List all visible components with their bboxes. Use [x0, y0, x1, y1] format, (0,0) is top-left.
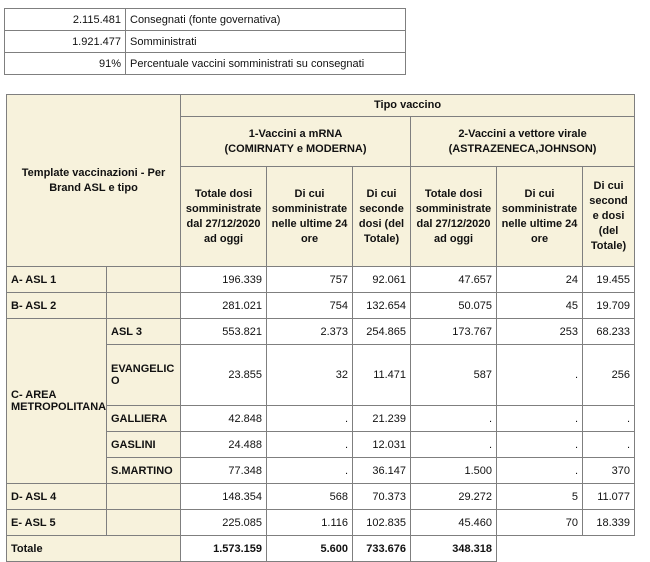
- cell-value: 553.821: [181, 319, 267, 345]
- cell-value: 281.021: [181, 293, 267, 319]
- cell-value: 92.061: [353, 267, 411, 293]
- col-24-header: Di cui somministrate nelle ultime 24 ore: [497, 167, 583, 267]
- row-sublabel: EVANGELICO: [107, 345, 181, 406]
- cell-value: .: [267, 432, 353, 458]
- group-mrna-header: [181, 117, 411, 167]
- table-row: [7, 510, 635, 536]
- empty-cell: [583, 536, 635, 562]
- group-mrna-line2: (COMIRNATY e MODERNA): [224, 142, 367, 155]
- summary-row: [5, 53, 406, 75]
- header-row: [7, 95, 635, 117]
- total-value: 733.676: [353, 536, 411, 562]
- cell-value: 70.373: [353, 484, 411, 510]
- cell-value: 21.239: [353, 406, 411, 432]
- cell-value: .: [497, 345, 583, 406]
- cell-value: .: [497, 432, 583, 458]
- row-sublabel: ASL 3: [107, 319, 181, 345]
- cell-value: 148.354: [181, 484, 267, 510]
- cell-value: 18.339: [583, 510, 635, 536]
- col-totale-header: Totale dosi somministrate dal 27/12/2020 ad oggi: [181, 167, 267, 267]
- table-row: [7, 267, 635, 293]
- cell-value: 45: [497, 293, 583, 319]
- row-sublabel: [107, 293, 181, 319]
- cell-value: 77.348: [181, 458, 267, 484]
- col-24-header: Di cui somministrate nelle ultime 24 ore: [267, 167, 353, 267]
- group-vector-header: [411, 117, 635, 167]
- cell-value: 256: [583, 345, 635, 406]
- cell-value: .: [411, 432, 497, 458]
- group-vector-line1: 2-Vaccini a vettore virale: [458, 127, 587, 140]
- cell-value: .: [411, 406, 497, 432]
- summary-label: Percentuale vaccini somministrati su consegnati: [126, 53, 406, 75]
- cell-value: 132.654: [353, 293, 411, 319]
- cell-value: 24.488: [181, 432, 267, 458]
- cell-value: 36.147: [353, 458, 411, 484]
- total-label: Totale: [7, 536, 181, 562]
- total-value: 1.573.159: [181, 536, 267, 562]
- total-value: 348.318: [411, 536, 497, 562]
- cell-value: .: [583, 406, 635, 432]
- cell-value: 196.339: [181, 267, 267, 293]
- cell-value: 254.865: [353, 319, 411, 345]
- summary-value: 91%: [5, 53, 126, 75]
- cell-value: 29.272: [411, 484, 497, 510]
- row-sublabel: [107, 484, 181, 510]
- cell-value: 45.460: [411, 510, 497, 536]
- summary-row: [5, 9, 406, 31]
- cell-value: 70: [497, 510, 583, 536]
- empty-cell: [497, 536, 583, 562]
- col-totale-header: Totale dosi somministrate dal 27/12/2020 ad oggi: [411, 167, 497, 267]
- tipo-vaccino-header: Tipo vaccino: [181, 95, 635, 117]
- row-label: E- ASL 5: [7, 510, 107, 536]
- cell-value: 173.767: [411, 319, 497, 345]
- cell-value: 754: [267, 293, 353, 319]
- cell-value: 2.373: [267, 319, 353, 345]
- row-sublabel: GASLINI: [107, 432, 181, 458]
- cell-value: 102.835: [353, 510, 411, 536]
- summary-label: Consegnati (fonte governativa): [126, 9, 406, 31]
- table-row: [7, 293, 635, 319]
- cell-value: 225.085: [181, 510, 267, 536]
- cell-value: 253: [497, 319, 583, 345]
- cell-value: 587: [411, 345, 497, 406]
- area-label: C- AREA METROPOLITANA: [7, 319, 107, 484]
- cell-value: 23.855: [181, 345, 267, 406]
- corner-label: Template vaccinazioni - Per Brand ASL e tipo: [7, 95, 181, 267]
- row-label: B- ASL 2: [7, 293, 107, 319]
- row-sublabel: GALLIERA: [107, 406, 181, 432]
- total-row: [7, 536, 635, 562]
- cell-value: 11.077: [583, 484, 635, 510]
- cell-value: 19.709: [583, 293, 635, 319]
- cell-value: 19.455: [583, 267, 635, 293]
- cell-value: .: [497, 458, 583, 484]
- row-label: D- ASL 4: [7, 484, 107, 510]
- cell-value: 12.031: [353, 432, 411, 458]
- col-seconde-header: Di cui second e dosi (del Totale): [583, 167, 635, 267]
- vaccination-table: [6, 94, 635, 562]
- cell-value: 42.848: [181, 406, 267, 432]
- cell-value: .: [583, 432, 635, 458]
- cell-value: 1.500: [411, 458, 497, 484]
- col-seconde-header: Di cui seconde dosi (del Totale): [353, 167, 411, 267]
- group-mrna-line1: 1-Vaccini a mRNA: [248, 127, 343, 140]
- cell-value: 32: [267, 345, 353, 406]
- cell-value: 757: [267, 267, 353, 293]
- summary-label: Somministrati: [126, 31, 406, 53]
- cell-value: 1.116: [267, 510, 353, 536]
- total-value: 5.600: [267, 536, 353, 562]
- summary-value: 2.115.481: [5, 9, 126, 31]
- cell-value: 68.233: [583, 319, 635, 345]
- table-row: [7, 484, 635, 510]
- cell-value: 370: [583, 458, 635, 484]
- summary-table: [4, 8, 406, 75]
- cell-value: 568: [267, 484, 353, 510]
- row-sublabel: [107, 267, 181, 293]
- row-label: A- ASL 1: [7, 267, 107, 293]
- cell-value: 47.657: [411, 267, 497, 293]
- cell-value: 24: [497, 267, 583, 293]
- table-row: [7, 319, 635, 345]
- cell-value: .: [497, 406, 583, 432]
- cell-value: .: [267, 458, 353, 484]
- row-sublabel: [107, 510, 181, 536]
- summary-value: 1.921.477: [5, 31, 126, 53]
- cell-value: .: [267, 406, 353, 432]
- group-vector-line2: (ASTRAZENECA,JOHNSON): [448, 142, 597, 155]
- summary-row: [5, 31, 406, 53]
- row-sublabel: S.MARTINO: [107, 458, 181, 484]
- cell-value: 11.471: [353, 345, 411, 406]
- cell-value: 50.075: [411, 293, 497, 319]
- cell-value: 5: [497, 484, 583, 510]
